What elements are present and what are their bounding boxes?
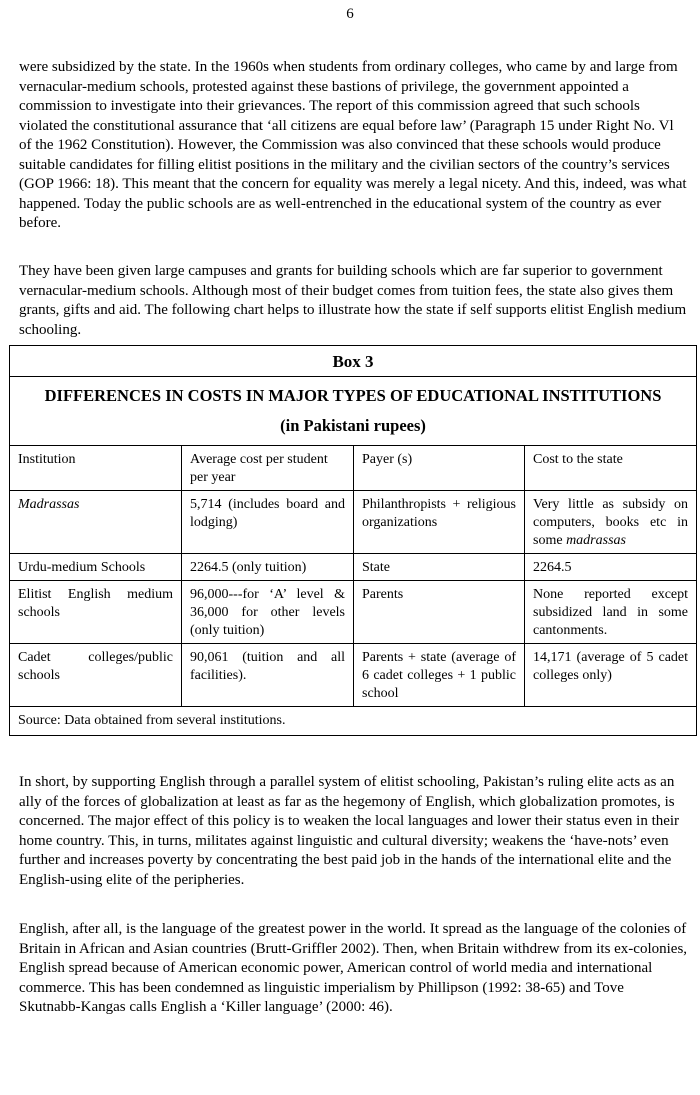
cell-cost-to-state-italic: madrassas [566,533,626,548]
cell-institution: Urdu-medium Schools [10,554,182,581]
page-number: 6 [346,6,354,22]
cell-cost-to-state: None reported except subsidized land in some cantonments. [525,581,697,644]
column-header-institution: Institution [10,446,182,491]
cell-cost-to-state: 14,171 (average of 5 cadet colleges only) [525,644,697,707]
cell-payer: Parents [354,581,525,644]
cell-average-cost: 90,061 (tuition and all facilities). [182,644,354,707]
column-header-average-cost: Average cost per student per year [182,446,354,491]
body-paragraph-2: They have been given large campuses and grants for building schools which are far superior to government vernacular-medium schools. Although most of their budget comes from tuition fees, the state also gives them grants, gifts and aid. The following chart helps to illustrate how the state if self supports elitist English medium schooling. [19,263,687,338]
table-header-row [10,446,697,491]
box-title-line-2: (in Pakistani rupees) [280,416,426,435]
table-row [10,491,697,554]
body-paragraph-3: In short, by supporting English through a parallel system of elitist schooling, Pakistan’s ruling elite acts as an ally of the forces of globalization at least as far as the hegemony of English, which globalization promotes, is concerned. The major effect of this policy is to weaken the local languages and lower their status even in their home country. This, in turns, militates against linguistic and cultural diversity; weakens the ‘have-nots’ even further and increases poverty by concentrating the best paid job in the hands of the international elite and the English-using elite of the peripheries. [19,774,680,888]
cell-average-cost: 96,000---for ‘A’ level & 36,000 for other levels (only tuition) [182,581,354,644]
source-row [10,707,697,736]
body-paragraph-1: were subsidized by the state. In the 1960s when students from ordinary colleges, who came by and large from vernacular-medium schools, protested against these bastions of privilege, the government appointed a commission to investigate into their grievances. The report of this commission agreed that such schools violated the constitutional assurance that ‘all citizens are equal before law’ (Paragraph 15 under Right No. Vl of the 1962 Constitution). However, the Commission was also convinced that these schools would produce suitable candidates for filling elitist positions in the military and the civilian sectors of the country’s services (GOP 1966: 18). This meant that the concern for equality was merely a legal nicety. And this, indeed, was what happened. Today the public schools are as well-entrenched in the educational system of the country as ever before. [19,59,687,231]
box-heading: Box 3 [10,346,697,377]
box-heading-row [10,346,697,377]
column-header-payer: Payer (s) [354,446,525,491]
cell-payer: State [354,554,525,581]
cell-institution: Elitist English medium schools [10,581,182,644]
cell-payer: Philanthropists + religious organizations [354,491,525,554]
box-3-table [9,345,697,736]
cell-cost-to-state-text: Very little as subsidy on computers, books etc in some [533,497,689,548]
cell-payer: Parents + state (average of 6 cadet colleges + 1 public school [354,644,525,707]
box-title [10,377,697,446]
box-title-row [10,377,697,446]
box-title-line-1: DIFFERENCES IN COSTS IN MAJOR TYPES OF EDUCATIONAL INSTITUTIONS [44,386,662,405]
table-source: Source: Data obtained from several institutions. [10,707,697,736]
table-row [10,644,697,707]
table-row [10,581,697,644]
cell-institution: Madrassas [10,491,182,554]
column-header-cost-to-state: Cost to the state [525,446,697,491]
cell-average-cost: 2264.5 (only tuition) [182,554,354,581]
cell-institution: Cadet colleges/public schools [10,644,182,707]
cell-average-cost: 5,714 (includes board and lodging) [182,491,354,554]
cell-cost-to-state [525,491,697,554]
table-row [10,554,697,581]
body-paragraph-4: English, after all, is the language of the greatest power in the world. It spread as the language of the colonies of Britain in African and Asian countries (Brutt-Griffler 2002). Then, when Britain withdrew from its ex-colonies, English spread because of American economic power, American control of world media and international commerce. This has been condemned as linguistic imperialism by Phillipson (1992: 38-65) and Tove Skutnabb-Kangas calls English a ‘Killer language’ (2000: 46). [19,921,688,1015]
cell-cost-to-state: 2264.5 [525,554,697,581]
